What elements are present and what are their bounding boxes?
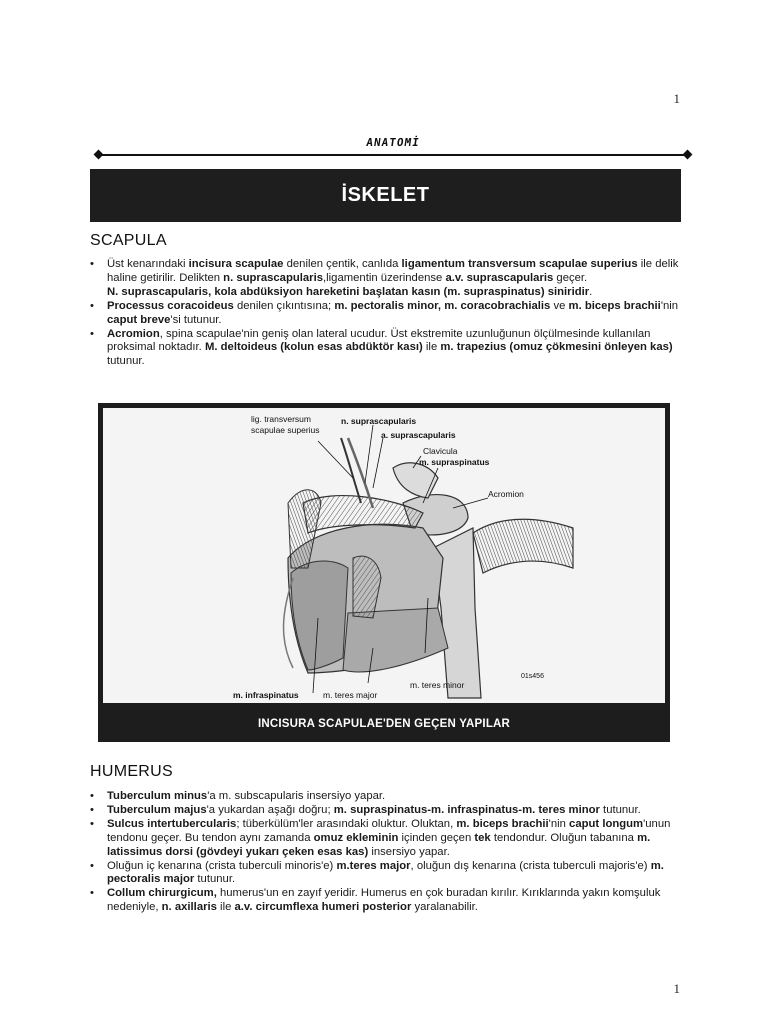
bold-term: M. deltoideus (kolun esas abdüktör kası) (204, 341, 423, 354)
header-diamond-right (683, 150, 693, 160)
bold-term: Tuberculum majus (107, 803, 207, 816)
humerus-bullet-list (90, 790, 690, 915)
text-run: ; tüberkülüm'ler arasındaki oluktur. Oluktan, (236, 817, 457, 830)
shoulder-drawing (103, 408, 665, 703)
bold-term: m. pectoralis minor, m. coracobrachialis (334, 299, 551, 312)
text-run: . (589, 285, 593, 298)
section-heading-humerus: HUMERUS (90, 763, 173, 780)
text-run: 'nin (660, 299, 679, 312)
text-run: yaralanabilir. (411, 901, 478, 914)
text-run: insersiyo yapar. (368, 845, 450, 858)
bold-term: m. biceps brachii (568, 299, 661, 312)
label-m-infraspinatus: m. infraspinatus (233, 690, 299, 700)
bullet-item (90, 887, 690, 915)
bold-term: n. suprascapularis (223, 271, 324, 284)
bold-term: omuz ekleminin (313, 831, 399, 844)
text-run: ile (422, 341, 441, 354)
bold-term: a.v. suprascapularis (445, 271, 554, 284)
scapula-bullet-list (90, 258, 690, 369)
text-run: humerus'un en zayıf yeridir. Humerus en çok buradan kırılır. Kırıklarında yakın komşuluk nedeniyle, (107, 887, 661, 914)
text-run: , spina scapulae'nin geniş olan lateral ucudur. Üst ekstremite uzunluğunun ölçülmesinde kullanılan proksimal noktadır. (107, 327, 651, 354)
chapter-title: İSKELET (341, 184, 430, 206)
bullet-item (90, 258, 690, 300)
bold-term: m. trapezius (omuz çökmesini önleyen kas) (440, 341, 673, 354)
figure-box (98, 403, 670, 742)
text-run: ,ligamentin üzerindense (323, 271, 446, 284)
text-run: , oluğun dış kenarına (crista tuberculi majoris'e) (410, 859, 651, 872)
bold-term: caput breve (107, 313, 171, 326)
label-lig-transversum: lig. transversum (251, 414, 311, 424)
bold-term: Acromion (107, 327, 160, 340)
text-run: tendondur. Oluğun tabanına (490, 831, 638, 844)
chapter-title-bar (90, 169, 681, 222)
header-tag: ANATOMİ (365, 136, 421, 149)
teres-shape (343, 608, 448, 672)
label-code: 01s456 (521, 673, 544, 680)
text-run: geçer. (553, 271, 588, 284)
text-run: ve (550, 299, 569, 312)
page-number-top: 1 (673, 91, 680, 106)
text-run: tutunur. (107, 355, 145, 368)
text-run: denilen çıkıntısına; (233, 299, 335, 312)
infraspinatus-shape (291, 561, 348, 670)
bold-term: m. biceps brachii (456, 817, 549, 830)
bullet-item (90, 860, 690, 888)
deltoid-shape (473, 519, 573, 573)
bold-term: m. latissimus dorsi (gövdeyi yukarı çeken esas kas) (107, 831, 651, 858)
section-heading-scapula: SCAPULA (90, 232, 167, 249)
text-run: tutunur. (599, 803, 641, 816)
bold-term: Tuberculum minus (107, 790, 208, 802)
label-m-teres-minor: m. teres minor (410, 680, 465, 690)
label-acromion: Acromion (488, 489, 524, 499)
label-m-supraspinatus: m. supraspinatus (419, 457, 490, 467)
bullet-item (90, 818, 690, 860)
text-run: Üst kenarındaki (107, 258, 189, 270)
bold-term: tek (474, 831, 491, 844)
bullet-item (90, 328, 690, 370)
label-m-teres-major: m. teres major (323, 690, 378, 700)
bold-term: a.v. circumflexa humeri posterior (234, 901, 412, 914)
text-run: 'a yukardan aşağı doğru; (206, 803, 334, 816)
bold-term: Collum chirurgicum, (107, 887, 217, 900)
text-run: denilen çentik, canlıda (283, 258, 402, 270)
header-rule (100, 154, 686, 156)
bold-term: incisura scapulae (188, 258, 284, 270)
text-run: 'unun tendonu geçer. Bu tendon aynı zamanda (107, 817, 671, 844)
figure-caption: INCISURA SCAPULAE'DEN GEÇEN YAPILAR (257, 718, 511, 730)
bullet-item (90, 790, 690, 804)
bold-term: N. suprascapularis, kola abdüksiyon hareketini başlatan kasın (m. supraspinatus) siniridir (107, 285, 590, 298)
text-run: içinden geçen (398, 831, 475, 844)
text-run: 'nin (548, 817, 570, 830)
bold-term: m. pectoralis major (107, 859, 664, 886)
text-run: ile delik haline getirilir. Delikten (107, 258, 679, 284)
bold-term: Processus coracoideus (107, 299, 234, 312)
bold-term: m.teres major (336, 859, 411, 872)
text-run: tutunur. (194, 873, 236, 886)
running-header (92, 132, 694, 162)
clavicula-shape (393, 463, 438, 498)
bullet-item (90, 804, 690, 818)
page-number-bottom: 1 (673, 981, 680, 996)
bold-term: caput longum (569, 817, 644, 830)
label-scapulae-superius: scapulae superius (251, 425, 320, 435)
text-run: Oluğun iç kenarına (crista tuberculi minoris'e) (107, 859, 337, 872)
text-run: ile (216, 901, 235, 914)
label-n-suprascapularis: n. suprascapularis (341, 416, 417, 426)
bold-term: ligamentum transversum scapulae superius (401, 258, 638, 270)
text-run: 'a m. subscapularis insersiyo yapar. (207, 790, 386, 802)
label-clavicula: Clavicula (423, 446, 458, 456)
bullet-item (90, 300, 690, 328)
label-a-suprascapularis: a. suprascapularis (381, 430, 456, 440)
bold-term: n. axillaris (161, 901, 217, 914)
bold-term: m. supraspinatus-m. infraspinatus-m. teres minor (333, 803, 600, 816)
anatomy-illustration (103, 408, 665, 703)
text-run: 'si tutunur. (170, 313, 222, 326)
bold-term: Sulcus intertubercularis (107, 817, 237, 830)
